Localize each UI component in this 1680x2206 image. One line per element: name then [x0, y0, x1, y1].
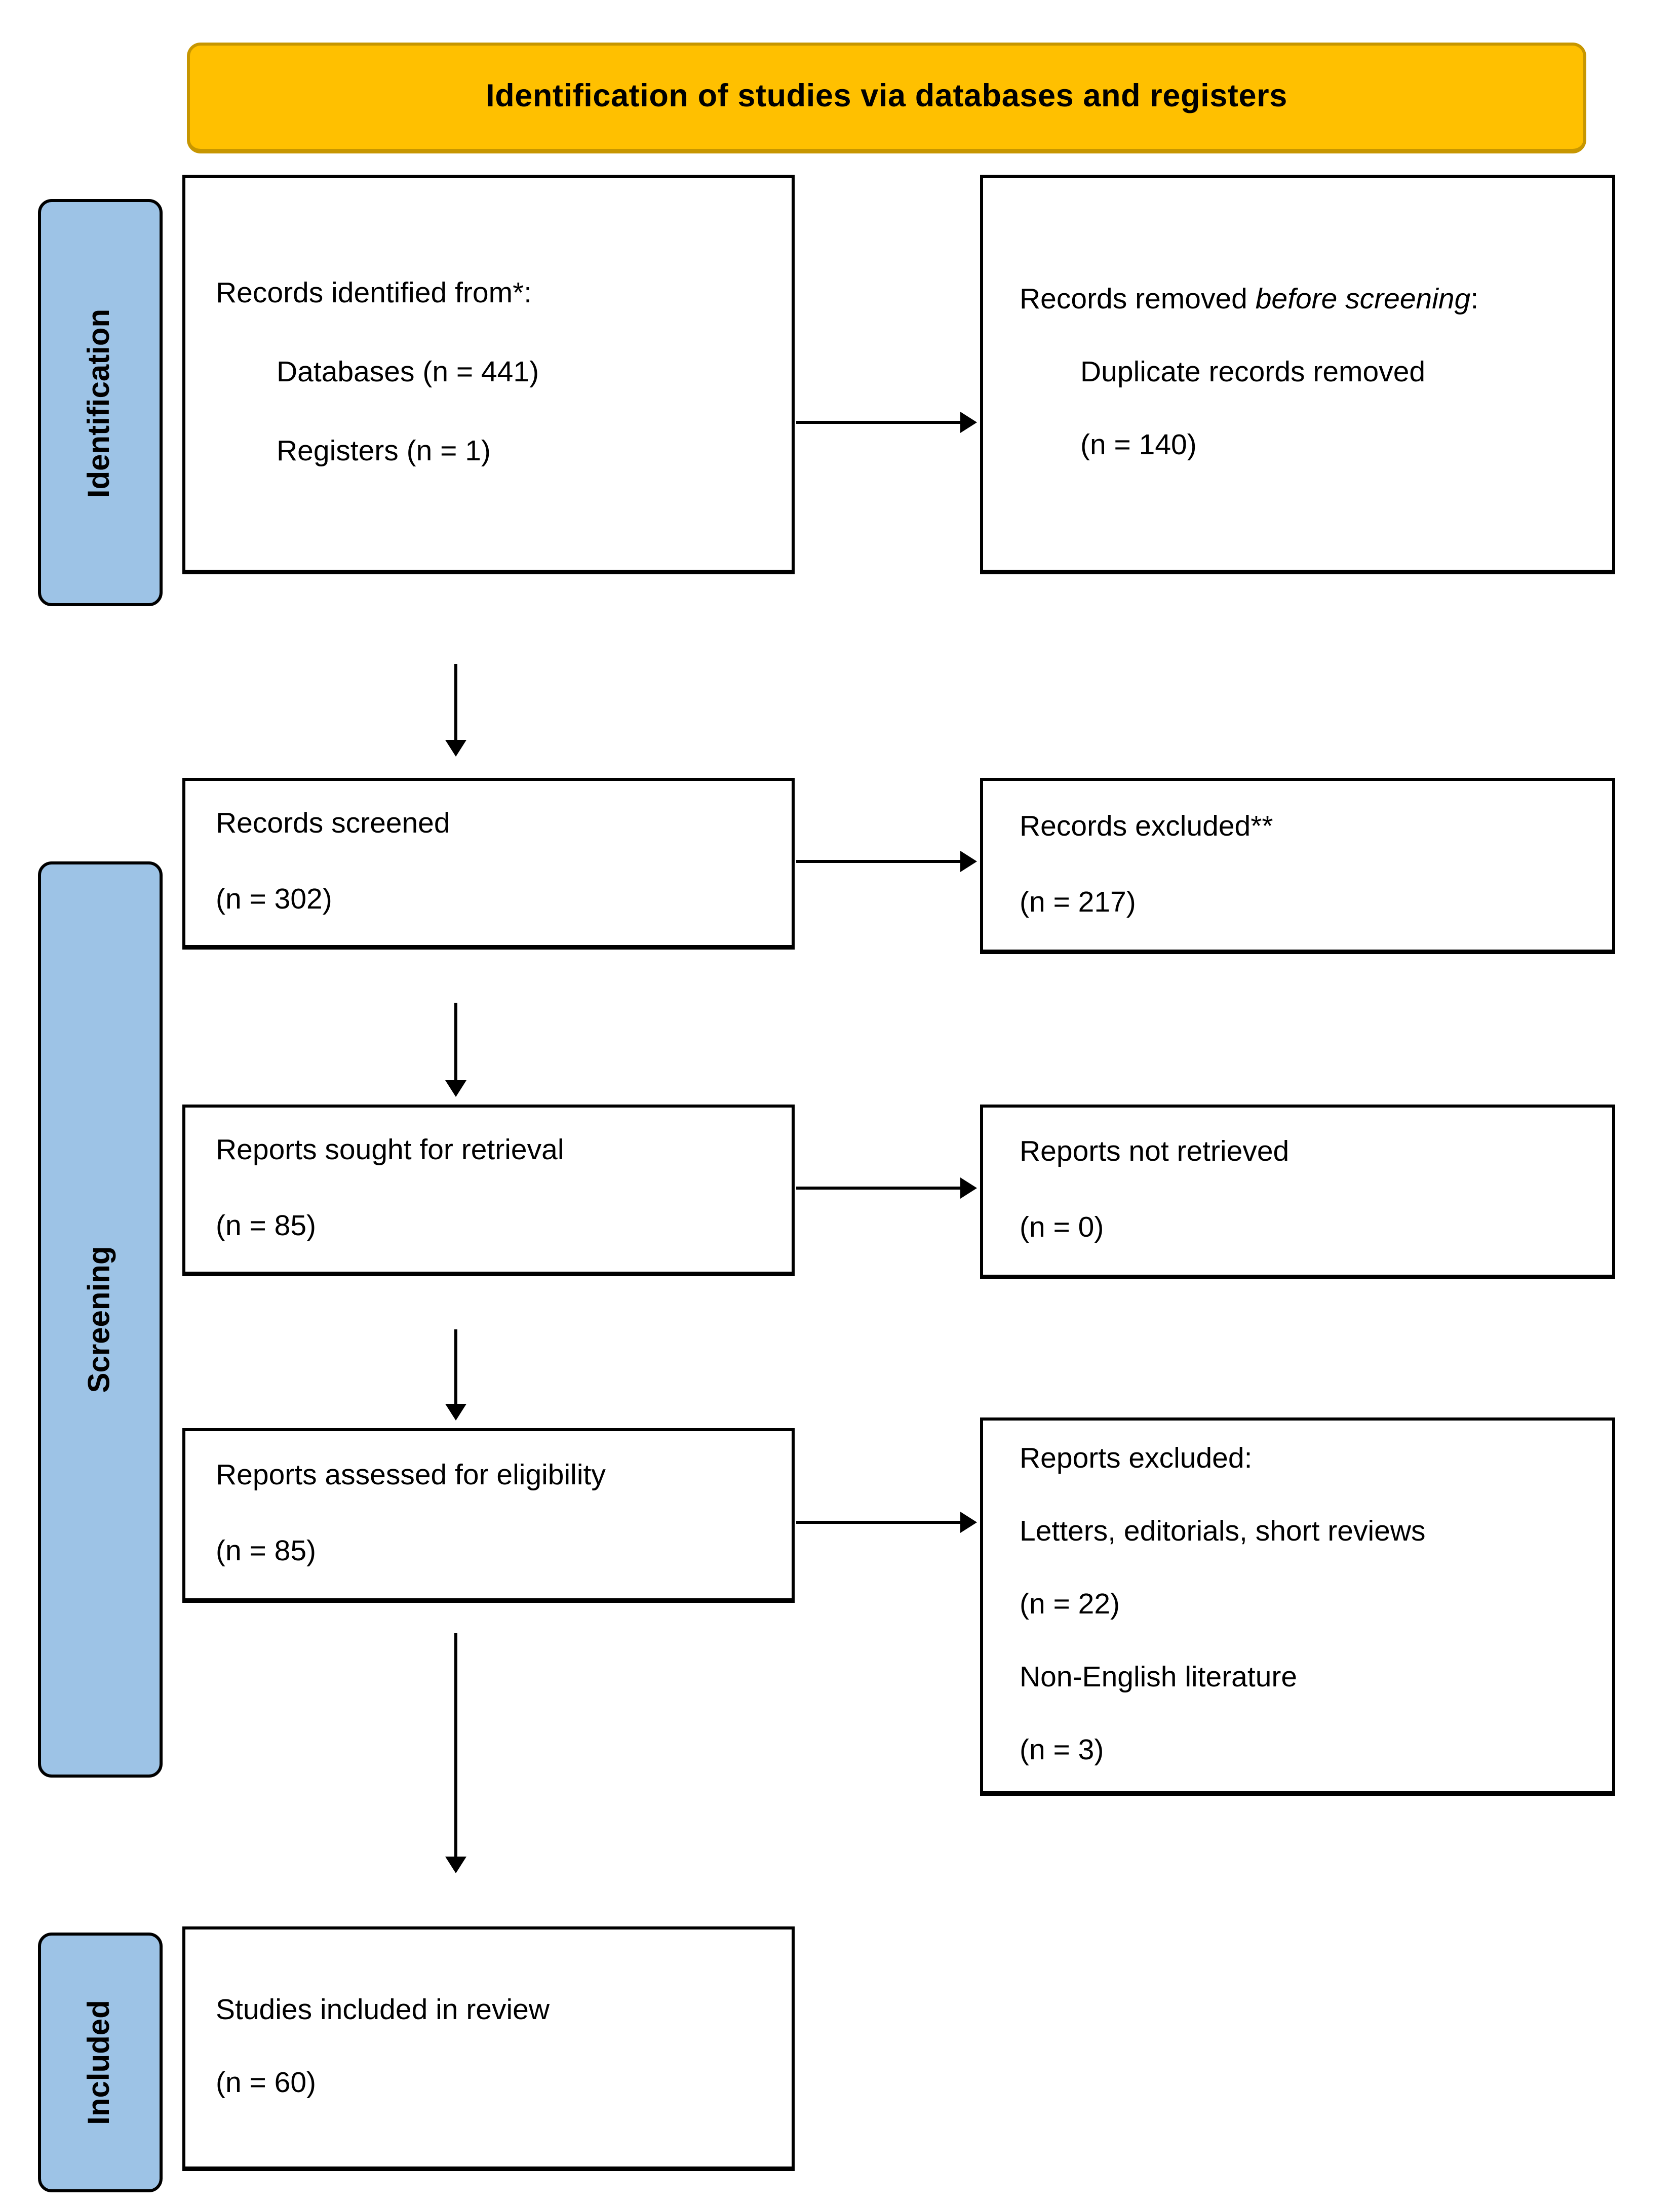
reports-sought-line2: (n = 85) — [216, 1211, 317, 1243]
records-excluded-line2: (n = 217) — [1020, 886, 1136, 919]
stage-screening-text: Screening — [83, 1246, 116, 1393]
reports-not-retrieved-line1: Reports not retrieved — [1020, 1136, 1290, 1169]
down-arrow-identified-to-screened — [444, 664, 468, 757]
studies-included-line2: (n = 60) — [216, 2068, 317, 2100]
records-removed-line1 — [1020, 285, 1478, 318]
down-arrow-assessed-to-included — [444, 1633, 468, 1873]
right-arrow-screened-to-excluded — [796, 849, 977, 874]
title-banner — [187, 43, 1586, 153]
reports-assessed-line1: Reports assessed for eligibility — [216, 1460, 606, 1492]
records-screened-line2: (n = 302) — [216, 884, 332, 916]
reports-assessed-line2: (n = 85) — [216, 1536, 317, 1568]
records-identified-line2: Databases (n = 441) — [277, 357, 539, 389]
reports-sought-line1: Reports sought for retrieval — [216, 1135, 564, 1167]
right-arrow-sought-to-not-retrieved — [796, 1176, 977, 1200]
box-records-excluded — [980, 778, 1615, 954]
records-excluded-line1: Records excluded** — [1020, 810, 1273, 843]
box-reports-assessed — [182, 1428, 795, 1603]
stage-label-included — [38, 1933, 163, 2192]
records-screened-line1: Records screened — [216, 808, 450, 841]
box-records-identified — [182, 175, 795, 574]
down-arrow-screened-to-sought — [444, 1003, 468, 1097]
reports-excluded-line4: Non-English literature — [1020, 1662, 1298, 1694]
studies-included-line1: Studies included in review — [216, 1995, 550, 2027]
records-removed-line2: Duplicate records removed — [1080, 357, 1426, 389]
records-identified-line3: Registers (n = 1) — [277, 436, 491, 468]
records-removed-line1-italic: before screening — [1255, 284, 1471, 317]
records-removed-line1-prefix: Records removed — [1020, 284, 1256, 317]
box-records-removed — [980, 175, 1615, 574]
box-reports-not-retrieved — [980, 1105, 1615, 1279]
box-reports-sought — [182, 1105, 795, 1276]
right-arrow-assessed-to-excluded — [796, 1510, 977, 1534]
records-removed-line1-suffix: : — [1470, 284, 1479, 317]
stage-label-identification — [38, 199, 163, 606]
reports-excluded-line2: Letters, editorials, short reviews — [1020, 1516, 1426, 1549]
box-records-screened — [182, 778, 795, 950]
right-arrow-identified-to-removed — [796, 410, 977, 435]
stage-included-text: Included — [83, 2000, 116, 2125]
box-studies-included — [182, 1926, 795, 2171]
down-arrow-sought-to-assessed — [444, 1329, 468, 1421]
reports-excluded-line5: (n = 3) — [1020, 1735, 1104, 1767]
reports-excluded-line1: Reports excluded: — [1020, 1444, 1253, 1476]
title-banner-label: Identification of studies via databases and registers — [486, 79, 1287, 114]
box-reports-excluded — [980, 1417, 1615, 1796]
stage-label-screening — [38, 861, 163, 1778]
stage-identification-text: Identification — [83, 308, 116, 497]
records-identified-line1: Records identified from*: — [216, 278, 532, 310]
reports-excluded-line3: (n = 22) — [1020, 1589, 1120, 1622]
records-removed-line3: (n = 140) — [1080, 429, 1197, 462]
reports-not-retrieved-line2: (n = 0) — [1020, 1212, 1104, 1244]
